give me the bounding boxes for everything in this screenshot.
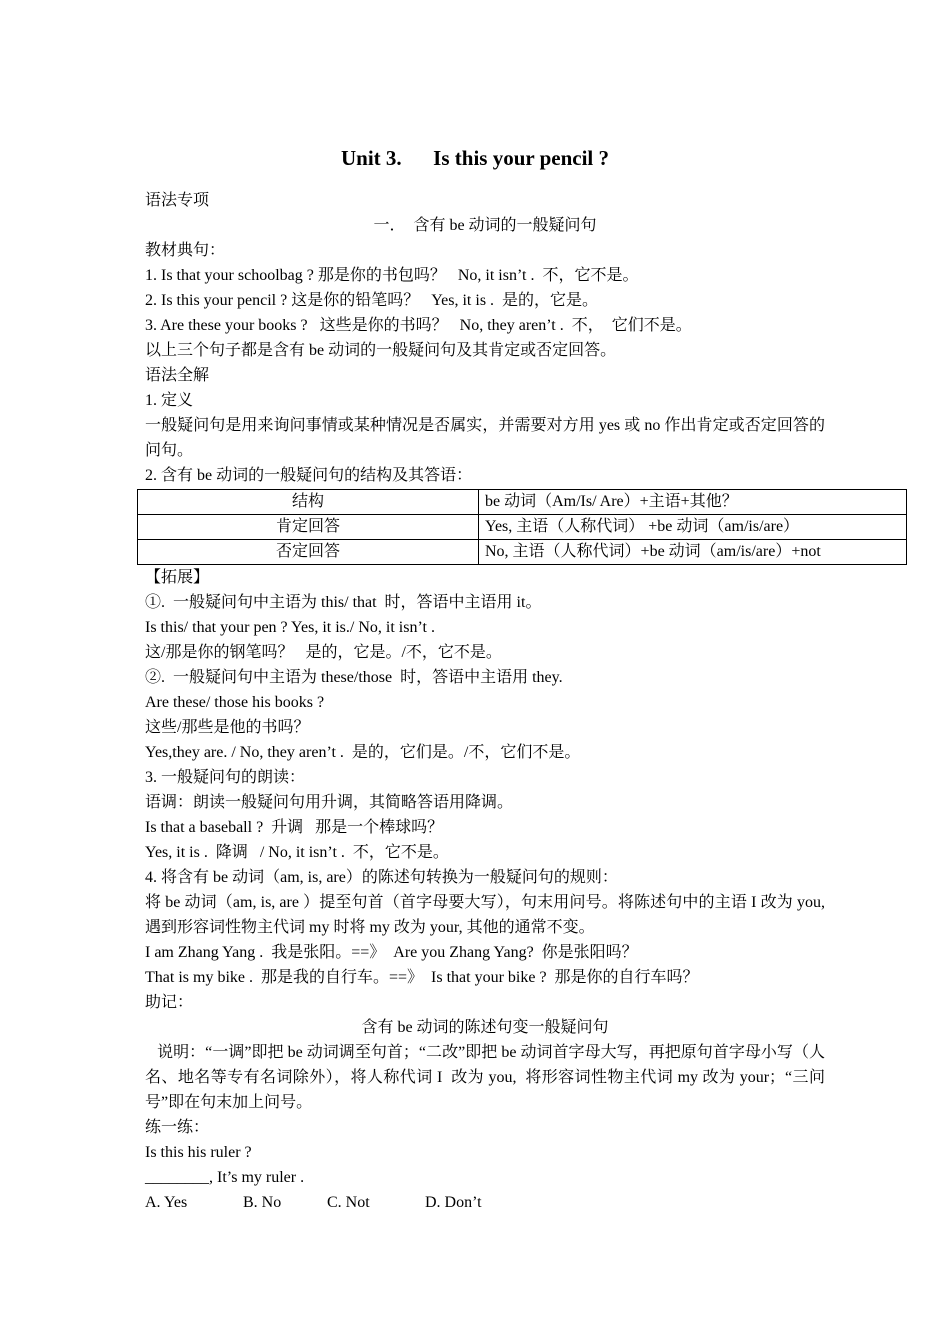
text-line: 教材典句： — [145, 242, 226, 259]
table-cell: 肯定回答 — [138, 515, 479, 540]
text-line: 【拓展】 — [145, 569, 210, 586]
text-line: 3. 一般疑问句的朗读： — [145, 769, 306, 786]
table-cell: be 动词（Am/Is/ Are）+主语+其他？ — [479, 490, 907, 515]
text-line: 助记： — [145, 994, 194, 1011]
text-line: 语法全解 — [145, 367, 210, 384]
extension-section — [145, 565, 825, 1215]
table-row — [138, 515, 907, 540]
text-line: That is my bike . 那是我的自行车。==》 Is that your bike ? 那是你的自行车吗？ — [145, 969, 699, 986]
text-line: 语调：朗读一般疑问句用升调，其简略答语用降调。 — [145, 794, 514, 811]
text-line: Yes, it is . 降调 / No, it isn’t . 不，它不是。 — [145, 844, 449, 861]
text-line: 1. 定义 — [145, 392, 194, 409]
text-line: Is that a baseball ? 升调 那是一个棒球吗？ — [145, 819, 444, 836]
rule-paragraph: 将 be 动词（am, is, are ）提至句首（首字母要大写），句末用问号。将陈述句中的主语 I 改为 you, 遇到形容词性物主代词 my 时将 my 改为 your, 其他的通常不变。 — [145, 894, 825, 936]
text-line: Is this/ that your pen ? Yes, it is./ No, it isn’t . — [145, 619, 435, 636]
example-sentence: 2. Is this your pencil ? 这是你的铅笔吗？ Yes, it is . 是的，它是。 — [145, 292, 599, 309]
section-label: 语法专项 — [145, 192, 210, 209]
option-b: B. No — [243, 1194, 282, 1211]
mnemonic-heading: 含有 be 动词的陈述句变一般疑问句 — [361, 1019, 609, 1036]
table-cell: 否定回答 — [138, 540, 479, 565]
text-line: 这些/那些是他的书吗？ — [145, 719, 310, 736]
practice-question: Is this his ruler ? — [145, 1144, 252, 1161]
section-heading: 一． 含有 be 动词的一般疑问句 — [373, 217, 597, 234]
text-line: ②. 一般疑问句中主语为 these/those 时，答语中主语用 they. — [145, 669, 563, 686]
table-row — [138, 540, 907, 565]
practice-heading: 练一练： — [145, 1119, 210, 1136]
option-a: A. Yes — [145, 1194, 188, 1211]
text-line: 以上三个句子都是含有 be 动词的一般疑问句及其肯定或否定回答。 — [145, 342, 617, 359]
table-cell: 结构 — [138, 490, 479, 515]
text-line: Are these/ those his books ? — [145, 694, 325, 711]
text-line: 4. 将含有 be 动词（am, is, are）的陈述句转换为一般疑问句的规则： — [145, 869, 618, 886]
example-sentence: 3. Are these your books ? 这些是你的书吗？ No, they aren’t . 不， 它们不是。 — [145, 317, 692, 334]
structure-table — [137, 489, 907, 565]
text-line: Yes,they are. / No, they aren’t . 是的，它们是。/不，它们不是。 — [145, 744, 581, 761]
example-sentence: 1. Is that your schoolbag ? 那是你的书包吗？ No, it isn’t . 不，它不是。 — [145, 267, 639, 284]
definition-paragraph: 一般疑问句是用来询问事情或某种情况是否属实，并需要对方用 yes 或 no 作出肯定或否定回答的问句。 — [145, 417, 825, 459]
intro-section — [145, 188, 825, 488]
text-line: ①. 一般疑问句中主语为 this/ that 时，答语中主语用 it。 — [145, 594, 542, 611]
option-d: D. Don’t — [425, 1194, 482, 1211]
option-c: C. Not — [327, 1194, 370, 1211]
mnemonic-paragraph: 说明：“一调”即把 be 动词调至句首；“二改”即把 be 动词首字母大写，再把原句首字母小写（人名、地名等专有名词除外），将人称代词 I 改为 you, 将形容词性物主代词 my 改为 your；“三问号”即在句末加上问号。 — [145, 1044, 825, 1111]
table-cell: No, 主语（人称代词）+be 动词（am/is/are）+not — [479, 540, 907, 565]
text-line: 这/那是你的钢笔吗？ 是的，它是。/不，它不是。 — [145, 644, 502, 661]
page-title: Unit 3. Is this your pencil ? — [341, 146, 609, 170]
structure-heading: 2. 含有 be 动词的一般疑问句的结构及其答语： — [145, 467, 473, 484]
text-line: I am Zhang Yang . 我是张阳。==》 Are you Zhang Yang? 你是张阳吗？ — [145, 944, 638, 961]
practice-answer-line: ________, It’s my ruler . — [145, 1169, 305, 1186]
table-cell: Yes, 主语（人称代词） +be 动词（am/is/are） — [479, 515, 907, 540]
table-row — [138, 490, 907, 515]
practice-options — [145, 1190, 825, 1215]
